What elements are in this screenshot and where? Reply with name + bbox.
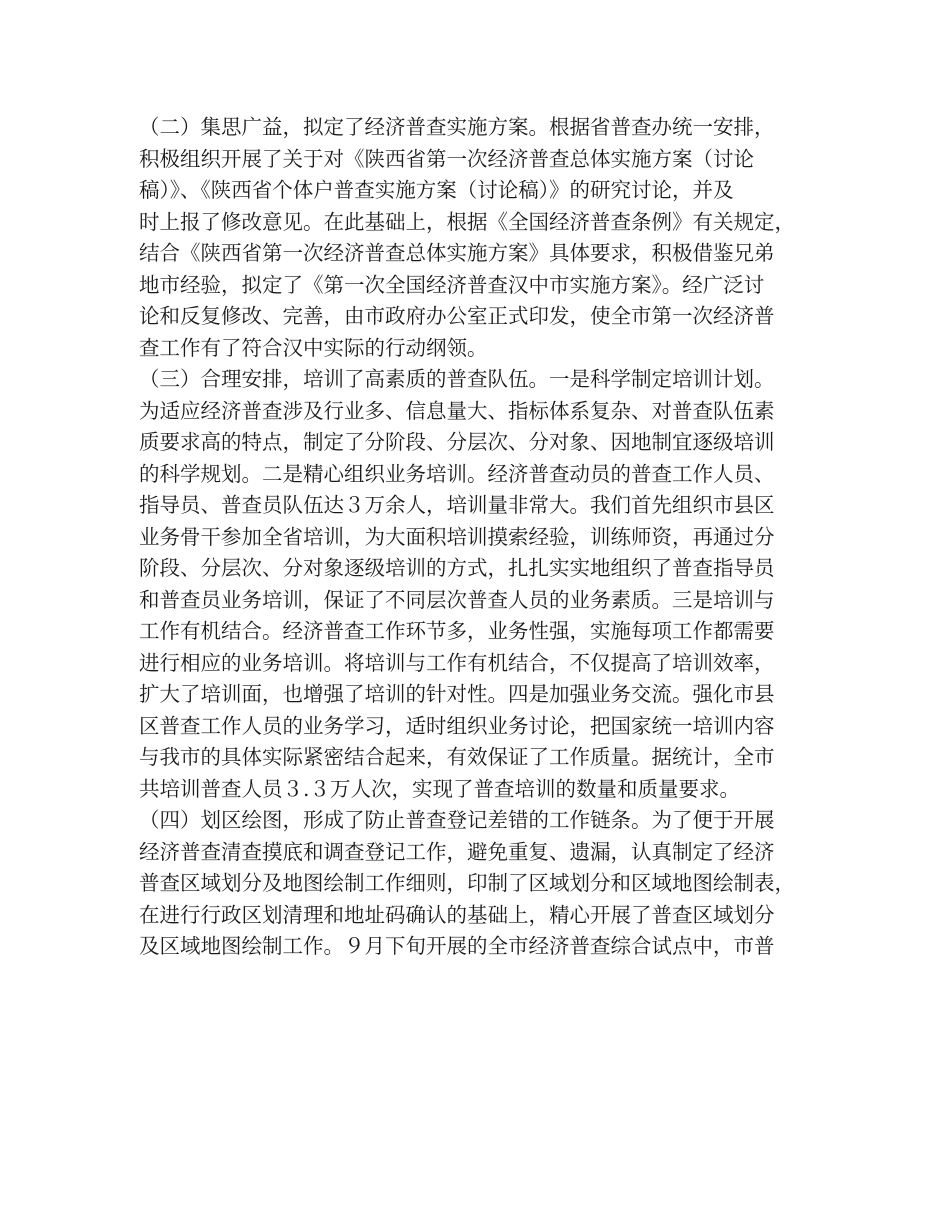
text-line: 与我市的具体实际紧密结合起来，有效保证了工作质量。据统计，全市 [139, 745, 775, 769]
text-line: 在进行行政区划清理和地址码确认的基础上，精心开展了普查区域划分 [139, 902, 775, 927]
text-line: 进行相应的业务培训。将培训与工作有机结合，不仅提高了培训效率， [139, 650, 775, 675]
text-line: 普查区域划分及地图绘制工作细则，印制了区域划分和区域地图绘制表， [139, 871, 795, 895]
text-line: 结合《陕西省第一次经济普查总体实施方案》具体要求，积极借鉴兄弟 [139, 241, 775, 265]
text-line: 论和反复修改、完善，由市政府办公室正式印发，使全市第一次经济普 [139, 304, 775, 328]
text-line: 和普查员业务培训，保证了不同层次普查人员的业务素质。三是培训与 [139, 587, 775, 612]
text-line: （三）合理安排，培训了高素质的普查队伍。一是科学制定培训计划。 [139, 367, 775, 391]
text-line: 业务骨干参加全省培训，为大面积培训摸索经验，训练师资，再通过分 [139, 524, 775, 549]
text-line: 区普查工作人员的业务学习，适时组织业务讨论，把国家统一培训内容 [139, 713, 775, 738]
text-line: 的科学规划。二是精心组织业务培训。经济普查动员的普查工作人员、 [139, 461, 775, 486]
text-line: 稿）》、《陕西省个体户普查实施方案（讨论稿）》的研究讨论，并及 [139, 178, 734, 202]
text-line: 指导员、普查员队伍达３万余人，培训量非常大。我们首先组织市县区 [139, 493, 775, 517]
text-line: 地市经验，拟定了《第一次全国经济普查汉中市实施方案》。经广泛讨 [139, 272, 765, 297]
text-line: 时上报了修改意见。在此基础上，根据《全国经济普查条例》有关规定， [139, 209, 795, 234]
text-line: 经济普查清查摸底和调查登记工作，避免重复、遗漏，认真制定了经济 [139, 839, 775, 864]
text-line: 为适应经济普查涉及行业多、信息量大、指标体系复杂、对普查队伍素 [139, 398, 775, 423]
text-line: 扩大了培训面，也增强了培训的针对性。四是加强业务交流。强化市县 [139, 682, 775, 706]
text-line: （四）划区绘图，形成了防止普查登记差错的工作链条。为了便于开展 [139, 808, 775, 832]
document-body [139, 112, 829, 963]
text-line: 质要求高的特点，制定了分阶段、分层次、分对象、因地制宜逐级培训 [139, 430, 775, 454]
text-line: 积极组织开展了关于对《陕西省第一次经济普查总体实施方案（讨论 [139, 146, 754, 171]
text-line: 共培训普查人员３.３万人次，实现了普查培训的数量和质量要求。 [139, 776, 741, 801]
text-line: 阶段、分层次、分对象逐级培训的方式，扎扎实实地组织了普查指导员 [139, 556, 775, 580]
text-line: 及区域地图绘制工作。９月下旬开展的全市经济普查综合试点中，市普 [139, 934, 775, 958]
text-line: 查工作有了符合汉中实际的行动纲领。 [139, 335, 488, 360]
text-line: （二）集思广益，拟定了经济普查实施方案。根据省普查办统一安排， [139, 115, 775, 139]
text-line: 工作有机结合。经济普查工作环节多，业务性强，实施每项工作都需要 [139, 619, 775, 643]
